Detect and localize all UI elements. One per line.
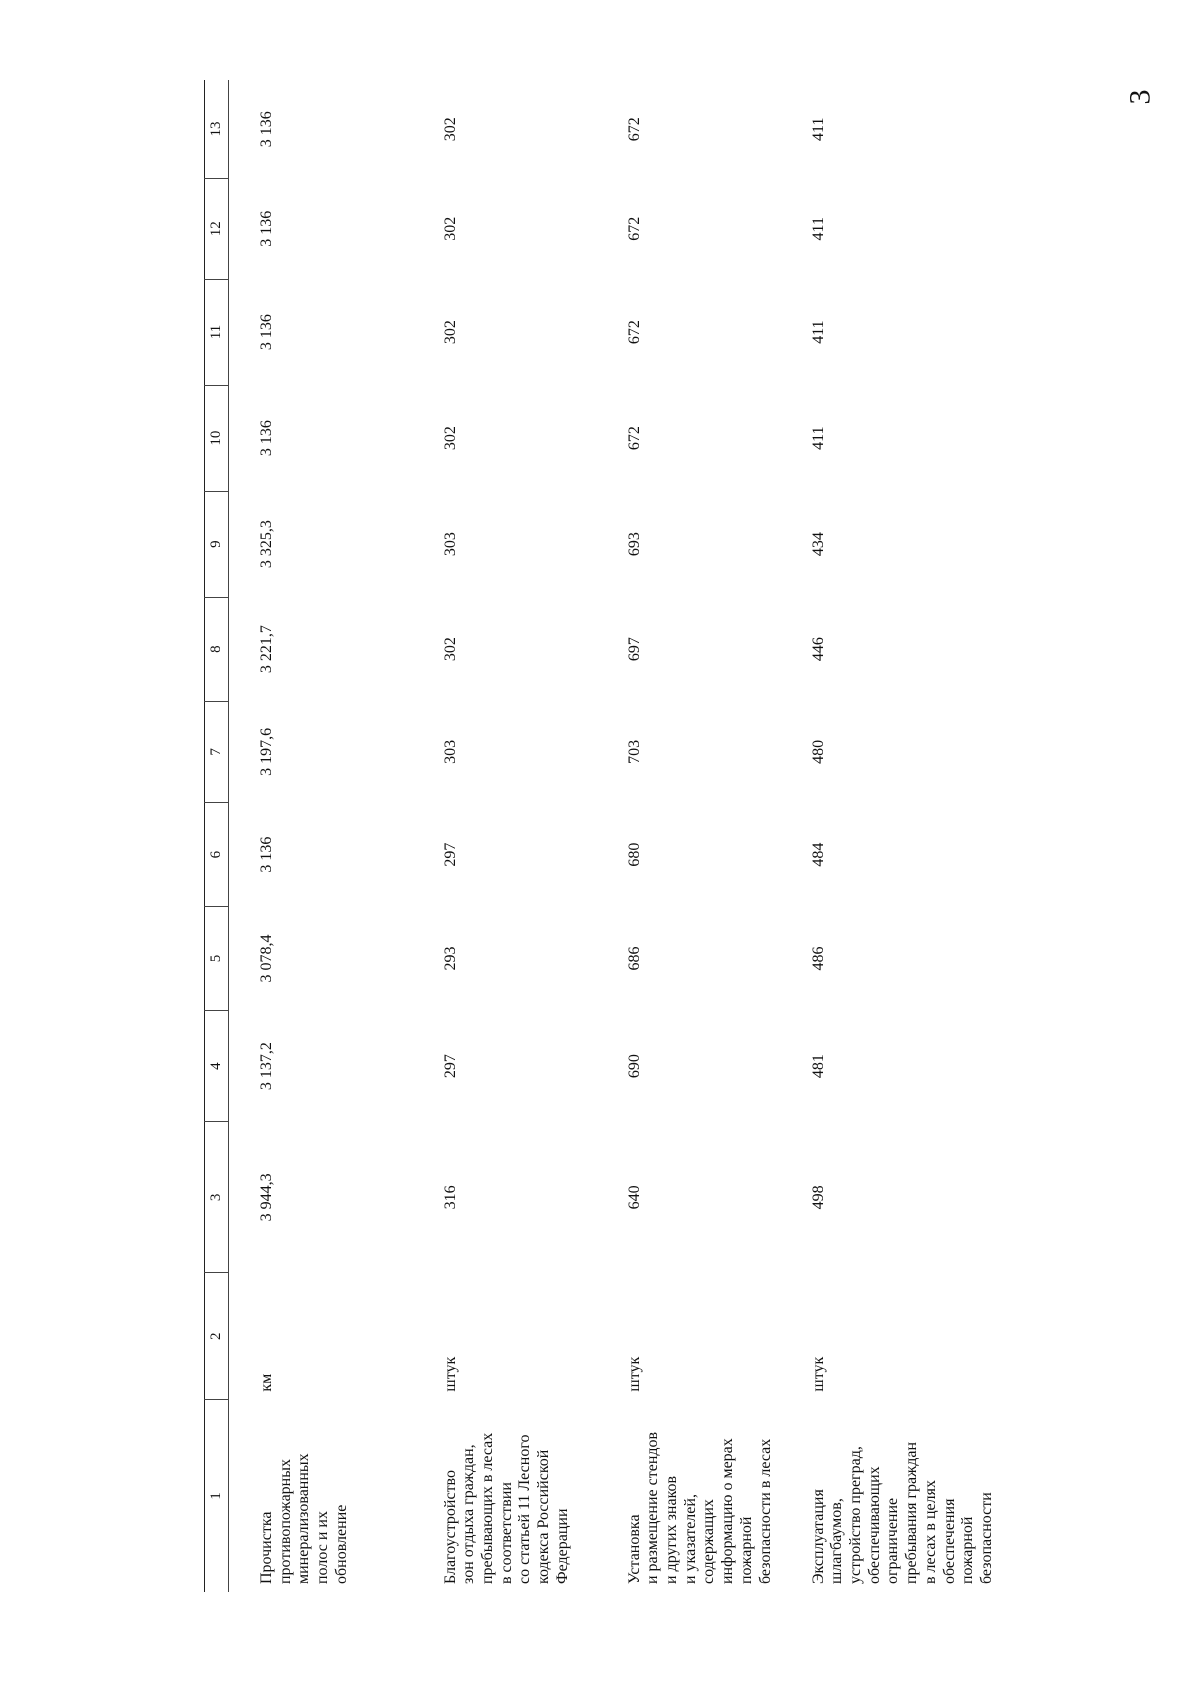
value-cell: 446: [809, 637, 827, 662]
value-cell: 302: [441, 320, 459, 345]
column-header: 11: [205, 279, 229, 385]
rotated-table-container: [204, 80, 1004, 1592]
value-cell: 303: [441, 532, 459, 557]
column-header: 3: [205, 1122, 229, 1273]
value-cell: 3 136: [258, 111, 275, 148]
row-unit-cell: штук: [809, 1356, 827, 1392]
value-cell: 484: [809, 842, 827, 867]
value-cell: 434: [809, 532, 827, 557]
column-header: 6: [205, 803, 229, 907]
value-cell: 3 325,3: [258, 520, 275, 569]
column-header: 13: [205, 80, 229, 178]
column-header: 5: [205, 907, 229, 1011]
row-unit-cell: штук: [625, 1356, 643, 1392]
value-cell: 303: [441, 739, 459, 764]
column-header: 12: [205, 178, 229, 279]
row-name-cell: Прочистка противопожарных минерализованных полос и их обновление: [258, 1453, 350, 1584]
data-table: [204, 80, 997, 1592]
table-row: [781, 80, 997, 1592]
value-cell: 672: [625, 216, 643, 241]
value-cell: 411: [809, 217, 827, 241]
column-header: 10: [205, 385, 229, 491]
column-header: 8: [205, 597, 229, 701]
column-header: 4: [205, 1010, 229, 1122]
value-cell: 690: [625, 1054, 643, 1079]
value-cell: 316: [441, 1185, 459, 1210]
value-cell: 481: [809, 1054, 827, 1079]
value-cell: 3 944,3: [258, 1173, 275, 1222]
row-unit-cell: км: [258, 1373, 275, 1392]
value-cell: 640: [625, 1185, 643, 1210]
row-name-cell: Установка и размещение стендов и других знаков и указателей, содержащих информацию о мерах пожарной безопасности в лесах: [625, 1431, 774, 1584]
value-cell: 3 221,7: [258, 625, 275, 674]
table-row: [413, 80, 597, 1592]
table-body: [229, 80, 997, 1592]
row-unit-cell: штук: [441, 1356, 459, 1392]
value-cell: 3 136: [258, 836, 275, 873]
value-cell: 672: [625, 426, 643, 451]
value-cell: 297: [441, 1054, 459, 1079]
value-cell: 672: [625, 320, 643, 345]
value-cell: 3 137,2: [258, 1042, 275, 1091]
value-cell: 302: [441, 637, 459, 662]
value-cell: 3 197,6: [258, 727, 275, 776]
value-cell: 411: [809, 426, 827, 450]
value-cell: 293: [441, 946, 459, 971]
value-cell: 411: [809, 117, 827, 141]
row-name-cell: Благоустройство зон отдыха граждан, пребывающих в лесах в соответствии со статьей 11 Лесного кодекса Российской Федерации: [441, 1432, 571, 1584]
header-row: [205, 80, 229, 1592]
value-cell: 302: [441, 117, 459, 142]
value-cell: 297: [441, 842, 459, 867]
value-cell: 302: [441, 216, 459, 241]
value-cell: 486: [809, 946, 827, 971]
column-header: 9: [205, 491, 229, 597]
column-header: 1: [205, 1400, 229, 1592]
value-cell: 3 136: [258, 420, 275, 457]
value-cell: 703: [625, 739, 643, 764]
value-cell: 697: [625, 637, 643, 662]
value-cell: 302: [441, 426, 459, 451]
column-header: 2: [205, 1273, 229, 1400]
value-cell: 686: [625, 946, 643, 971]
value-cell: 411: [809, 320, 827, 344]
value-cell: 672: [625, 117, 643, 142]
value-cell: 3 136: [258, 210, 275, 247]
value-cell: 680: [625, 842, 643, 867]
page-number: 3: [1123, 89, 1157, 105]
column-header: 7: [205, 701, 229, 803]
value-cell: 3 078,4: [258, 934, 275, 983]
value-cell: 3 136: [258, 314, 275, 351]
row-name-cell: Эксплуатация шлагбаумов, устройство преград, обеспечивающих ограничение пребывания граждан в лесах в целях обеспечения пожарной безопасности: [809, 1441, 995, 1584]
value-cell: 693: [625, 532, 643, 557]
table-row: [229, 80, 413, 1592]
value-cell: 480: [809, 739, 827, 764]
value-cell: 498: [809, 1185, 827, 1210]
table-row: [597, 80, 781, 1592]
